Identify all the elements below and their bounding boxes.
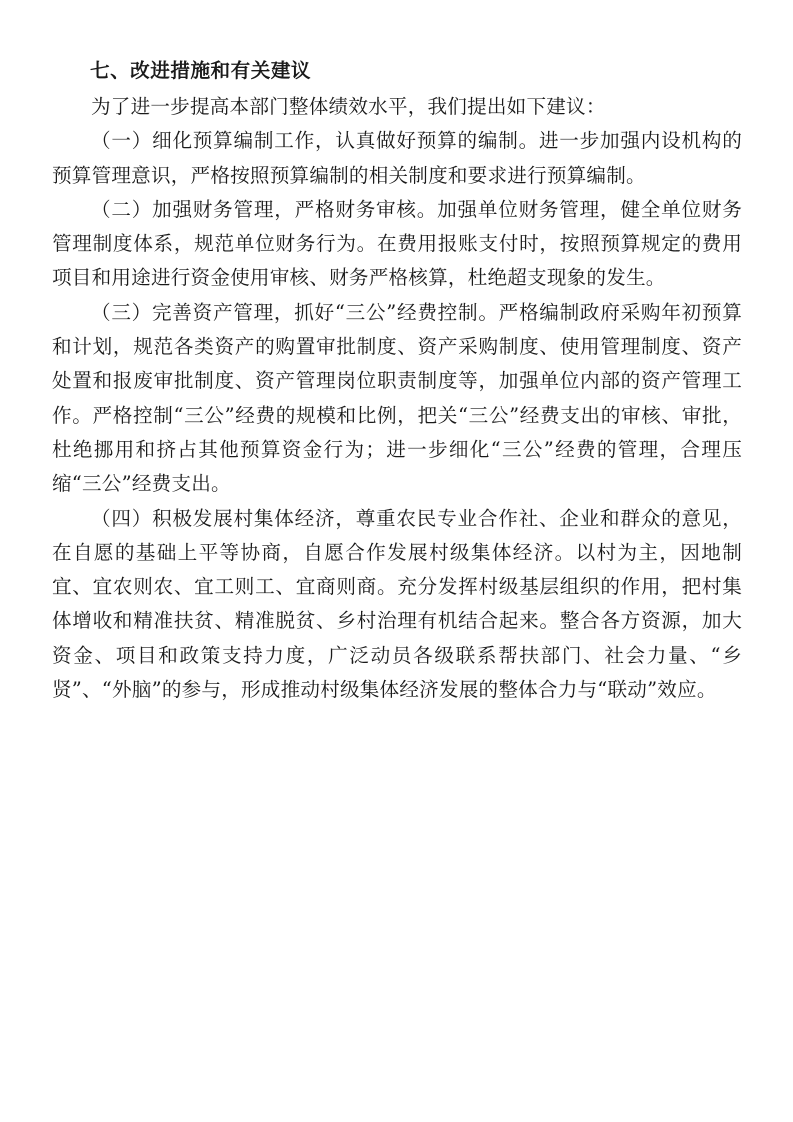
suggestion-paragraph-1: （一）细化预算编制工作，认真做好预算的编制。进一步加强内设机构的预算管理意识，严格按照预算编制的相关制度和要求进行预算编制。 <box>52 129 742 187</box>
section-heading: 七、改进措施和有关建议 <box>90 59 312 82</box>
suggestion-paragraph-4: （四）积极发展村集体经济，尊重农民专业合作社、企业和群众的意见，在自愿的基础上平等协商，自愿合作发展村级集体经济。以村为主，因地制宜、宜农则农、宜工则工、宜商则商。充分发挥村级基层组织的作用，把村集体增收和精准扶贫、精准脱贫、乡村治理有机结合起来。整合各方资源，加大资金、项目和政策支持力度，广泛动员各级联系帮扶部门、社会力量、“乡贤”、“外脑”的参与，形成推动村级集体经济发展的整体合力与“联动”效应。 <box>52 506 742 702</box>
document-body <box>52 52 742 707</box>
suggestion-paragraph-2: （二）加强财务管理，严格财务审核。加强单位财务管理，健全单位财务管理制度体系，规范单位财务行为。在费用报账支付时，按照预算规定的费用项目和用途进行资金使用审核、财务严格核算，杜绝超支现象的发生。 <box>52 197 742 290</box>
suggestion-paragraph-3: （三）完善资产管理，抓好“三公”经费控制。严格编制政府采购年初预算和计划，规范各类资产的购置审批制度、资产采购制度、使用管理制度、资产处置和报废审批制度、资产管理岗位职责制度等，加强单位内部的资产管理工作。严格控制“三公”经费的规模和比例，把关“三公”经费支出的审核、审批，杜绝挪用和挤占其他预算资金行为；进一步细化“三公”经费的管理，合理压缩“三公”经费支出。 <box>52 300 742 496</box>
intro-paragraph: 为了进一步提高本部门整体绩效水平，我们提出如下建议： <box>91 95 606 118</box>
